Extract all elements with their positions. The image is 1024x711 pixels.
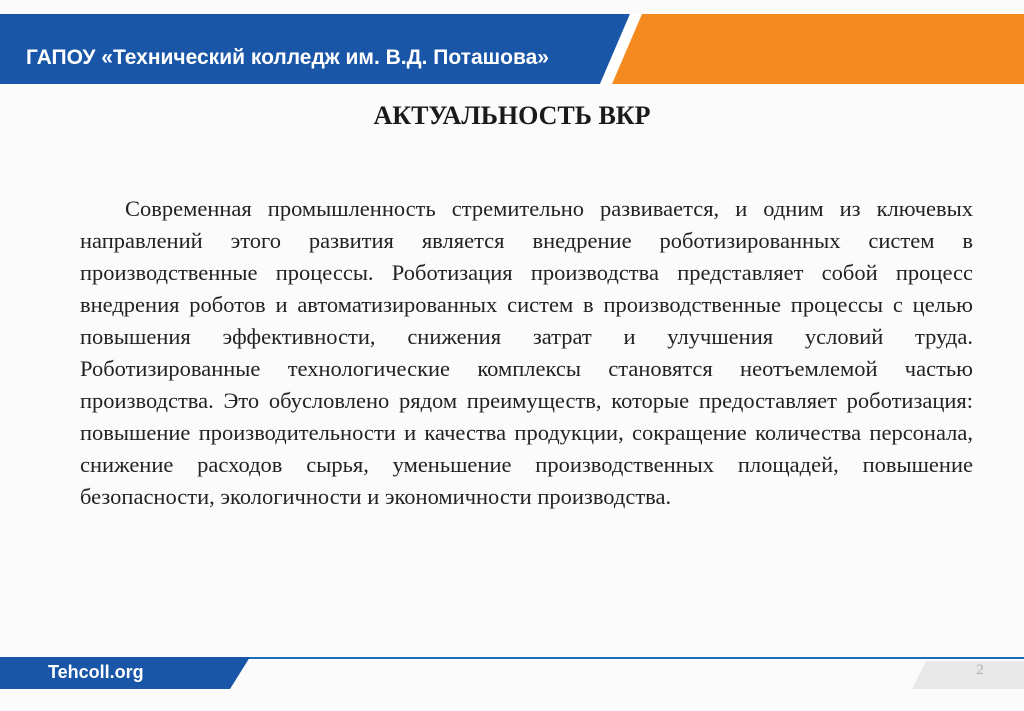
header-orange-shape: [612, 14, 1024, 84]
slide-title: АКТУАЛЬНОСТЬ ВКР: [373, 101, 651, 130]
page-number: 2: [976, 662, 984, 678]
footer-site-label: Tehcoll.org: [48, 662, 144, 682]
body-text: Современная промышленность стремительно развивается, и одним из ключевых направлений этого развития является внедрение роботизированных систем в производственные процессы. Роботизация производства представляет собой процесс внедрения роботов и автоматизированных систем в производственные процессы с целью повышения эффективности, снижения затрат и улучшения условий труда. Роботизированные технологические комплексы становятся неотъемлемой частью производства. Это обусловлено рядом преимуществ, которые предоставляет роботизация: повышение производительности и качества продукции, сокращение количества персонала, снижение расходов сырья, уменьшение производственных площадей, повышение безопасности, экологичности и экономичности производства.: [80, 196, 973, 509]
header-band: [0, 14, 1024, 84]
header-title: ГАПОУ «Технический колледж им. В.Д. Поташова»: [26, 46, 549, 69]
page-number-tab: [0, 659, 1024, 689]
